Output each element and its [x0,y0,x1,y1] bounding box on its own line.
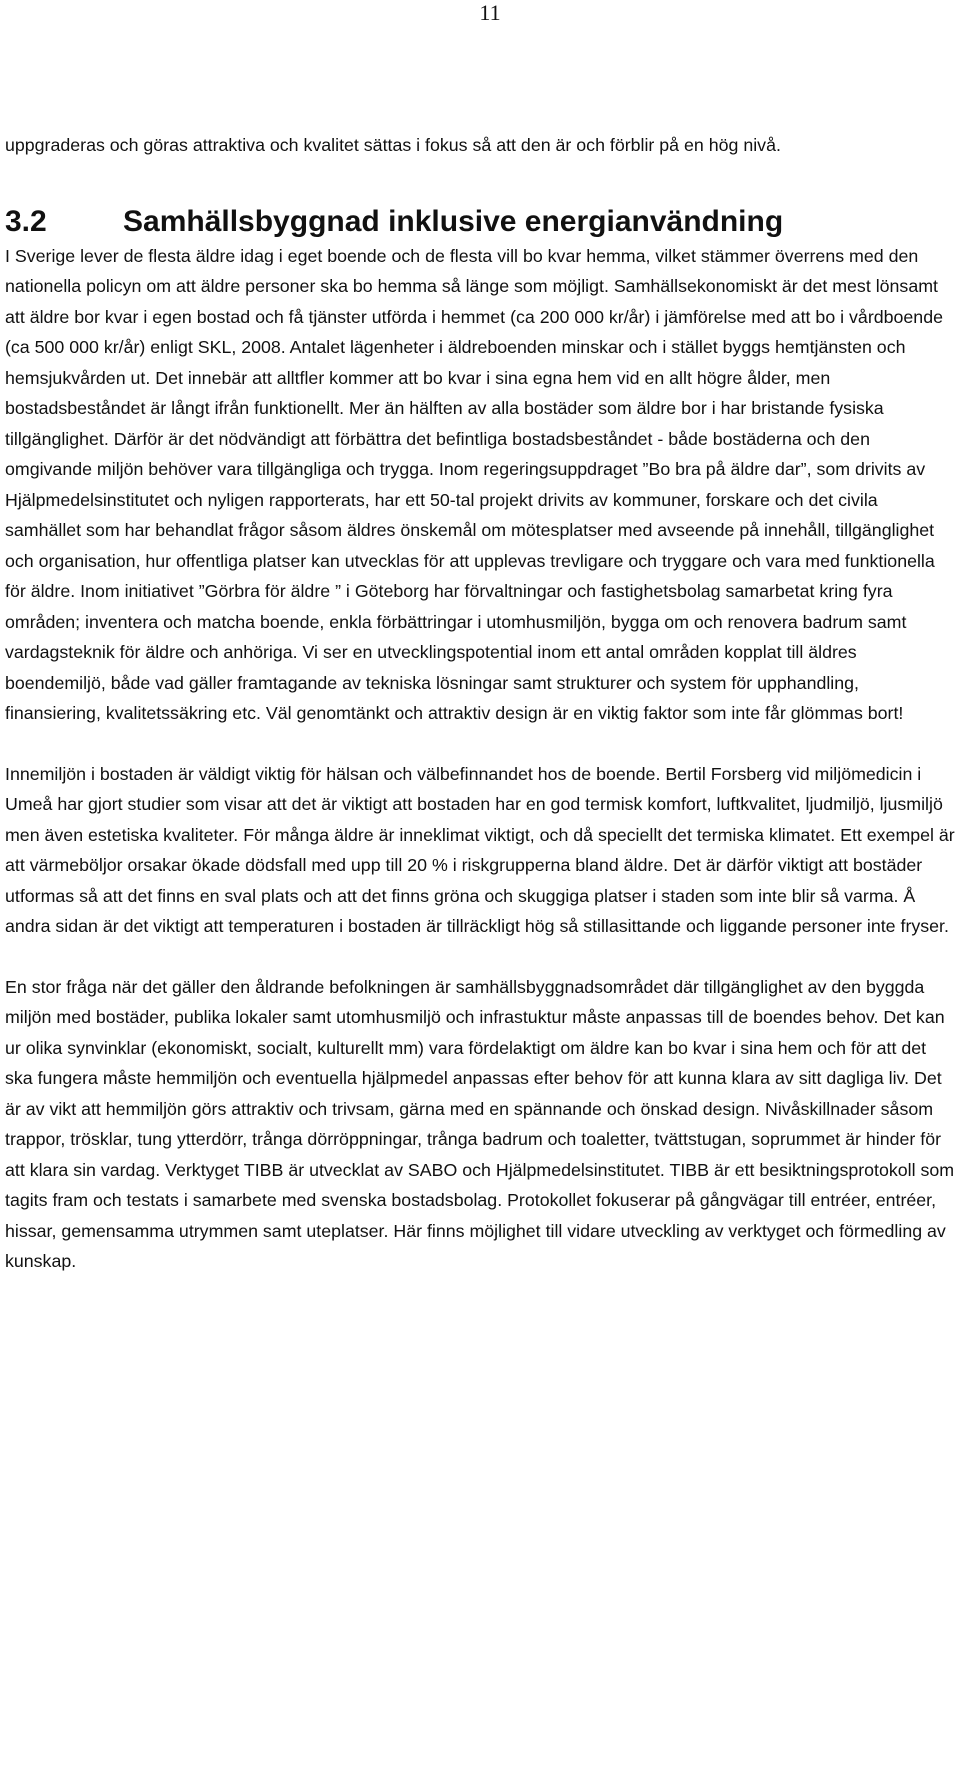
paragraph-accessibility: En stor fråga när det gäller den åldrande befolkningen är samhällsbyggnadsområdet där tillgänglighet av den byggda miljön med bostäder, publika lokaler samt utomhusmiljö och infrastuktur måste anpassas till de boendes behov. Det kan ur olika synvinklar (ekonomiskt, socialt, kulturellt mm) vara fördelaktigt om äldre kan bo kvar i sina hem och för att det ska fungera måste hemmiljön och eventuella hjälpmedel anpassas efter behov för att kunna klara av sitt dagliga liv. Det är av vikt att hemmiljön görs attraktiv och trivsam, gärna med en spännande och önskad design. Nivåskillnader såsom trappor, trösklar, tung ytterdörr, trånga dörröppningar, trånga badrum och toaletter, tvättstugan, soprummet är hinder för att klara sin vardag. Verktyget TIBB är utvecklat av SABO och Hjälpmedelsinstitutet. TIBB är ett besiktningsprotokoll som tagits fram och testats i samarbete med svenska bostadsbolag. Protokollet fokuserar på gångvägar till entréer, entréer, hissar, gemensamma utrymmen samt uteplatser. Här finns möjlighet till vidare utveckling av verktyget och förmedling av kunskap. [5,976,955,1271]
section-number: 3.2 [5,204,47,238]
intro-paragraph: uppgraderas och göras attraktiva och kvalitet sättas i fokus så att den är och förblir på en hög nivå. [5,135,781,155]
page-number: 11 [479,0,501,25]
section-title: Samhällsbyggnad inklusive energianvändning [123,204,784,238]
section-heading [5,203,955,241]
document-body [5,130,955,1277]
paragraph-indoor-environment: Innemiljön i bostaden är väldigt viktig för hälsan och välbefinnandet hos de boende. Bertil Forsberg vid miljömedicin i Umeå har gjort studier som visar att det är viktigt att bostaden har en god termisk komfort, luftkvalitet, ljudmiljö, ljusmiljö men även estetiska kvaliteter. För många äldre är inneklimat viktigt, och då speciellt det termiska klimatet. Ett exempel är att värmeböljor orsakar ökade dödsfall med upp till 20 % i riskgrupperna bland äldre. Det är därför viktigt att bostäder utformas så att det finns en sval plats och att det finns gröna och skuggiga platser i staden som inte blir så varma. Å andra sidan är det viktigt att temperaturen i bostaden är tillräckligt hög så stillasittande och liggande personer inte fryser. [5,763,955,936]
paragraph-housing-policy: I Sverige lever de flesta äldre idag i eget boende och de flesta vill bo kvar hemma, vilket stämmer överrens med den nationella policyn om att äldre personer ska bo hemma så länge som möjligt. Samhällsekonomiskt är det mest lönsamt att äldre bor kvar i egen bostad och få tjänster utförda i hemmet (ca 200 000 kr/år) i jämförelse med att bo i vårdboende (ca 500 000 kr/år) enligt SKL, 2008. Antalet lägenheter i äldreboenden minskar och i stället byggs hemtjänsten och hemsjukvården ut. Det innebär att alltfler kommer att bo kvar i sina egna hem vid en allt högre ålder, men bostadsbeståndet är långt ifrån funktionellt. Mer än hälften av alla bostäder som äldre bor i har bristande fysiska tillgänglighet. Därför är det nödvändigt att förbättra det befintliga bostadsbeståndet - både bostäderna och den omgivande miljön behöver vara tillgängliga och trygga. Inom regeringsuppdraget ”Bo bra på äldre dar”, som drivits av Hjälpmedelsinstitutet och nyligen rapporterats, har ett 50-tal projekt drivits av kommuner, forskare och det civila samhället som har behandlat frågor såsom äldres önskemål om mötesplatser med avseende på innehåll, tillgänglighet och organisation, hur offentliga platser kan utvecklas för att upplevas trevligare och tryggare och vara med funktionella för äldre. Inom initiativet ”Görbra för äldre ” i Göteborg har förvaltningar och fastighetsbolag samarbetat kring fyra områden; inventera och matcha boende, enkla förbättringar i utomhusmiljön, bygga om och renovera badrum samt vardagsteknik för äldre och anhöriga. Vi ser en utvecklingspotential inom ett antal områden kopplat till äldres boendemiljö, både vad gäller framtagande av tekniska lösningar samt strukturer och system för upphandling, finansiering, kvalitetssäkring etc. Väl genomtänkt och attraktiv design är en viktig faktor som inte får glömmas bort! [5,245,943,723]
